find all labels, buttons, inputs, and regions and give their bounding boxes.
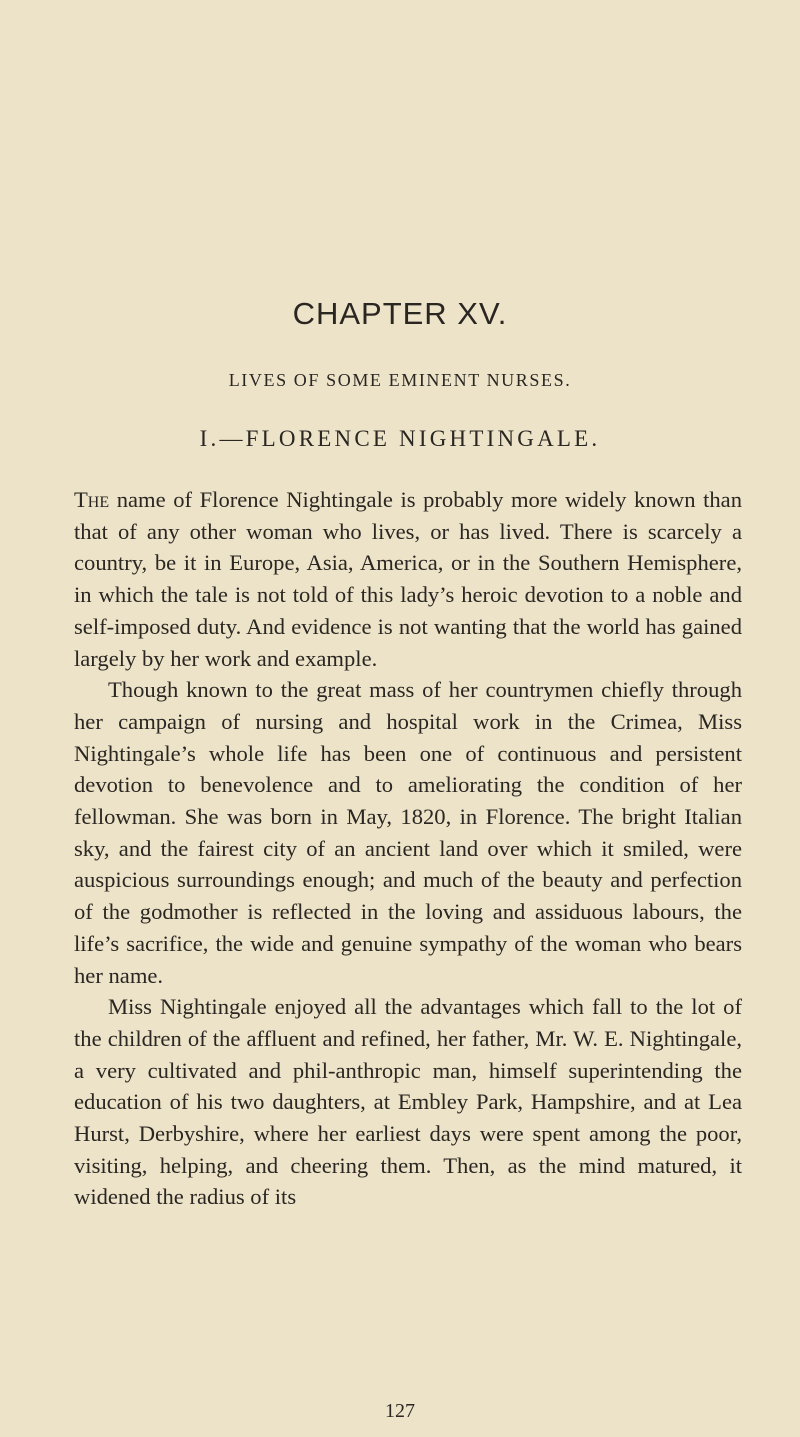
paragraph-2: Though known to the great mass of her countrymen chiefly through her campaign of nursing and hospital work in the Crimea, Miss Nightingale’s whole life has been one of continuous and persistent devotion to benevolence and to ameliorating the condition of her fellowman. She was born in May, 1820, in Florence. The bright Italian sky, and the fairest city of an ancient land over which it smiled, were auspicious surroundings enough; and much of the beauty and perfection of the godmother is reflected in the loving and assiduous labours, the life’s sacrifice, the wide and genuine sympathy of the woman who bears her name. — [74, 677, 742, 988]
body-text — [74, 484, 742, 1213]
paragraph-1-text: name of Florence Nightingale is probably more widely known than that of any other woman who lives, or has lived. There is scarcely a country, be it in Europe, Asia, America, or in the Southern Hemisphere, in which the tale is not told of this lady’s heroic devotion to a noble and self-imposed duty. And evidence is not wanting that the world has gained largely by her work and example. — [74, 487, 742, 671]
paragraph-1-lead-word: The — [74, 487, 110, 512]
section-heading: I.—FLORENCE NIGHTINGALE. — [199, 426, 601, 451]
paragraph-1 — [74, 484, 742, 674]
page-number: 127 — [385, 1400, 415, 1422]
paragraph-3: Miss Nightingale enjoyed all the advantages which fall to the lot of the children of the affluent and refined, her father, Mr. W. E. Nightingale, a very cultivated and phil-anthropic man, himself superintending the education of his two daughters, at Embley Park, Hampshire, and at Lea Hurst, Derbyshire, where her earliest days were spent among the poor, visiting, helping, and cheering them. Then, as the mind matured, it widened the radius of its — [74, 994, 742, 1210]
chapter-subtitle: LIVES OF SOME EMINENT NURSES. — [228, 370, 572, 390]
chapter-heading: CHAPTER XV. — [292, 296, 508, 331]
